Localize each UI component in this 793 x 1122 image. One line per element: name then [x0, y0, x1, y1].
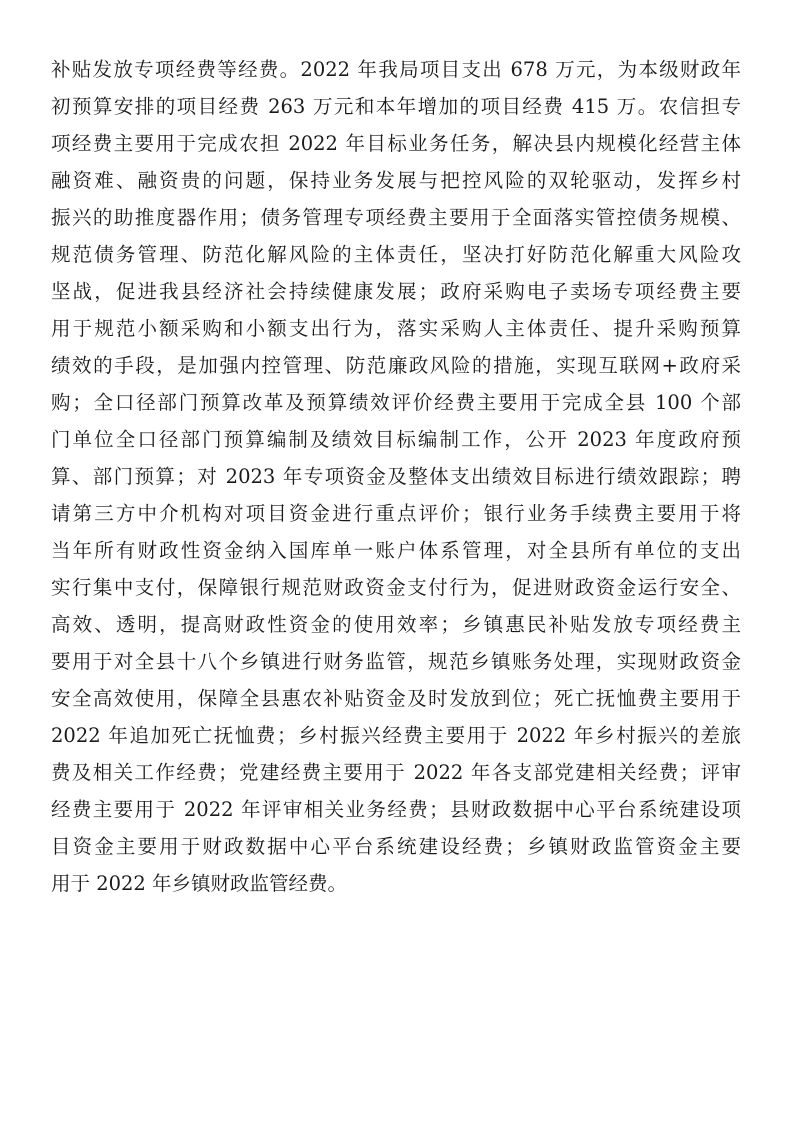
- paragraph-line: 高效、透明，提高财政性资金的使用效率；乡镇惠民补贴发放专项经费主: [51, 613, 741, 636]
- paragraph-line: 用于 2022 年乡镇财政监管经费。: [51, 872, 348, 895]
- paragraph-line: 当年所有财政性资金纳入国库单一账户体系管理，对全县所有单位的支出: [51, 539, 741, 562]
- paragraph-line: 安全高效使用，保障全县惠农补贴资金及时发放到位；死亡抚恤费主要用于: [51, 687, 741, 710]
- paragraph-line: 实行集中支付，保障银行规范财政资金支付行为，促进财政资金运行安全、: [51, 576, 741, 599]
- paragraph-line: 用于规范小额采购和小额支出行为，落实采购人主体责任、提升采购预算: [51, 317, 741, 340]
- paragraph-line: 购；全口径部门预算改革及预算绩效评价经费主要用于完成全县 100 个部: [51, 391, 741, 414]
- paragraph-line: 算、部门预算；对 2023 年专项资金及整体支出绩效目标进行绩效跟踪；聘: [51, 465, 741, 488]
- paragraph-line: 经费主要用于 2022 年评审相关业务经费；县财政数据中心平台系统建设项: [51, 798, 741, 821]
- paragraph-line: 规范债务管理、防范化解风险的主体责任，坚决打好防范化解重大风险攻: [51, 243, 741, 266]
- paragraph-line: 费及相关工作经费；党建经费主要用于 2022 年各支部党建相关经费；评审: [51, 761, 741, 784]
- paragraph-line: 融资难、融资贵的问题，保持业务发展与把控风险的双轮驱动，发挥乡村: [51, 169, 741, 192]
- paragraph-line: 绩效的手段，是加强内控管理、防范廉政风险的措施，实现互联网+政府采: [51, 354, 741, 377]
- paragraph-line: 要用于对全县十八个乡镇进行财务监管，规范乡镇账务处理，实现财政资金: [51, 650, 741, 673]
- paragraph-line: 请第三方中介机构对项目资金进行重点评价；银行业务手续费主要用于将: [51, 502, 741, 525]
- paragraph-line: 补贴发放专项经费等经费。2022 年我局项目支出 678 万元，为本级财政年: [51, 58, 741, 81]
- paragraph-line: 2022 年追加死亡抚恤费；乡村振兴经费主要用于 2022 年乡村振兴的差旅: [51, 724, 741, 747]
- paragraph-line: 振兴的助推度器作用；债务管理专项经费主要用于全面落实管控债务规模、: [51, 206, 741, 229]
- paragraph-line: 门单位全口径部门预算编制及绩效目标编制工作，公开 2023 年度政府预: [51, 428, 741, 451]
- paragraph-line: 坚战，促进我县经济社会持续健康发展；政府采购电子卖场专项经费主要: [51, 280, 741, 303]
- paragraph-line: 目资金主要用于财政数据中心平台系统建设经费；乡镇财政监管资金主要: [51, 835, 741, 858]
- paragraph-line: 项经费主要用于完成农担 2022 年目标业务任务，解决县内规模化经营主体: [51, 132, 741, 155]
- paragraph-line: 初预算安排的项目经费 263 万元和本年增加的项目经费 415 万。农信担专: [51, 95, 741, 118]
